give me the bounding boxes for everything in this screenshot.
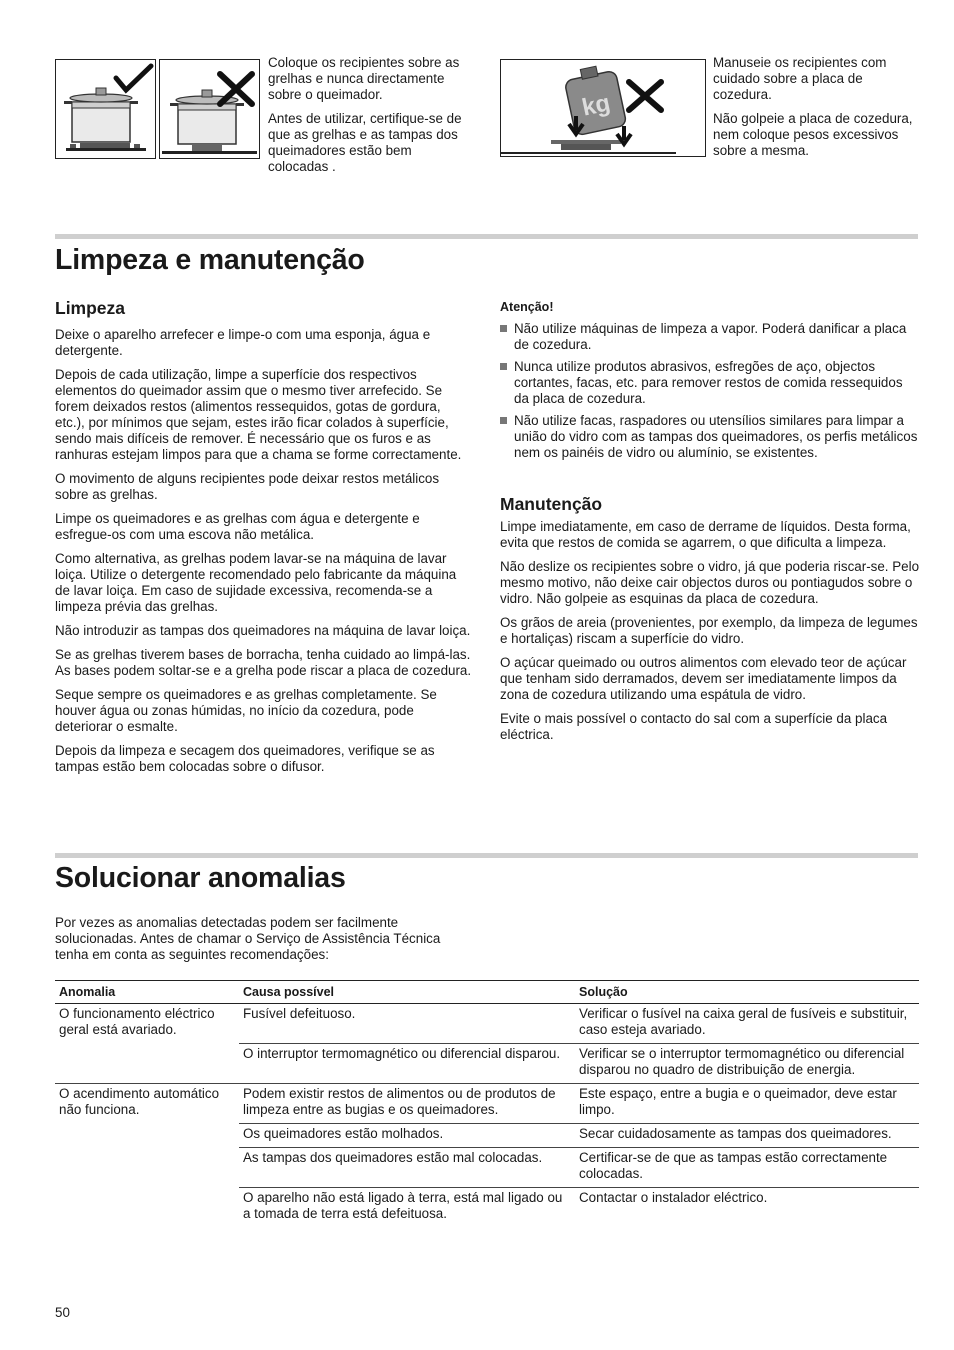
cell-causa: Podem existir restos de alimentos ou de produtos de limpeza entre as bugias e os queimadores. xyxy=(239,1084,575,1124)
atencao-item: Não utilize facas, raspadores ou utensílios similares para limpar a união do vidro com as tampas dos queimadores, os perfis metálicos nem os painéis de vidro ou alumínio, se existentes. xyxy=(500,413,920,461)
cell-anomalia xyxy=(55,1044,239,1084)
limpeza-paragraph: Limpe os queimadores e as grelhas com água e detergente e esfregue-os com uma escova não metálica. xyxy=(55,511,420,542)
cell-causa: O interruptor termomagnético ou diferencial disparou. xyxy=(239,1044,575,1084)
section-divider-1 xyxy=(55,234,918,239)
pot-wrong-icon xyxy=(160,60,259,158)
limpeza-paragraph: Se as grelhas tiverem bases de borracha, tenha cuidado ao limpá-las. As bases podem soltar-se e a grelha pode riscar a placa de cozedura. xyxy=(55,647,472,678)
table-row xyxy=(55,1124,919,1148)
cell-anomalia xyxy=(55,1124,239,1148)
section-title-solucionar-anomalias: Solucionar anomalias xyxy=(55,862,346,894)
limpeza-paragraph: Depois da limpeza e secagem dos queimadores, verifique se as tampas estão bem colocadas sobre o difusor. xyxy=(55,743,435,774)
limpeza-heading: Limpeza xyxy=(55,298,126,318)
limpeza-text xyxy=(55,327,473,783)
top-left-text-2: Antes de utilizar, certifique-se de que as grelhas e as tampas dos queimadores estão bem colocadas . xyxy=(268,111,462,174)
bullet-square-icon xyxy=(500,325,507,332)
anomalias-intro: Por vezes as anomalias detectadas podem ser facilmente solucionadas. Antes de chamar o Serviço de Assistência Técnica tenha em conta as seguintes recomendações: xyxy=(55,915,441,962)
cell-solucao: Verificar o fusível na caixa geral de fusíveis e substituir, caso esteja avariado. xyxy=(579,1006,908,1037)
limpeza-paragraph: Como alternativa, as grelhas podem lavar-se na máquina de lavar loiça. Utilize o detergente recomendado pelo fabricante da máquina de lavar loiça. Em caso de sujidade excessiva, recomenda-se a limpeza prévia das grelhas. xyxy=(55,551,457,614)
limpeza-paragraph: Depois de cada utilização, limpe a superfície dos respectivos elementos do queimador assim que o mesmo tiver arrefecido. Se forem deixados restos (alimentos ressequidos, gotas de gordura, etc.), por mínimos que sejam, estes irão ficar colados à superfície, sendo mais difíceis de remover. É necessário que os furos e as ranhuras estejam limpos para que a chama se forme correctamente. xyxy=(55,367,462,462)
manutencao-paragraph: Limpe imediatamente, em caso de derrame de líquidos. Desta forma, evita que restos de comida se agarrem, o que dificulta a limpeza. xyxy=(500,519,911,550)
limpeza-paragraph: O movimento de alguns recipientes pode deixar restos metálicos sobre as grelhas. xyxy=(55,471,440,502)
cell-solucao: Contactar o instalador eléctrico. xyxy=(575,1188,919,1228)
header-solucao: Solução xyxy=(575,981,919,1004)
atencao-item: Não utilize máquinas de limpeza a vapor. Poderá danificar a placa de cozedura. xyxy=(500,321,920,353)
table-header-row xyxy=(55,981,919,1004)
limpeza-paragraph: Seque sempre os queimadores e as grelhas completamente. Se houver água ou zonas húmidas, no início da cozedura, pode deteriorar o esmalte. xyxy=(55,687,437,734)
cell-causa: O aparelho não está ligado à terra, está mal ligado ou a tomada de terra está defeituosa. xyxy=(239,1188,575,1228)
table-row xyxy=(55,1084,919,1124)
top-right-text-1: Manuseie os recipientes com cuidado sobre a placa de cozedura. xyxy=(713,55,887,102)
top-right-text-2: Não golpeie a placa de cozedura, nem coloque pesos excessivos sobre a mesma. xyxy=(713,111,913,158)
kg-weight-wrong-icon xyxy=(501,60,705,156)
header-causa: Causa possível xyxy=(239,981,575,1004)
atencao-title: Atenção! xyxy=(500,300,554,314)
table-row xyxy=(55,1004,919,1044)
pot-correct-icon xyxy=(56,60,155,158)
cell-solucao: Este espaço, entre a bugia e o queimador, deve estar limpo. xyxy=(575,1084,919,1124)
weight-on-hob-wrong-figure xyxy=(500,59,706,157)
pot-on-burner-wrong-figure xyxy=(159,59,260,159)
atencao-list xyxy=(500,321,920,461)
top-left-text-1: Coloque os recipientes sobre as grelhas e nunca directamente sobre o queimador. xyxy=(268,55,460,102)
manutencao-paragraph: Evite o mais possível o contacto do sal com a superfície da placa eléctrica. xyxy=(500,711,888,742)
pot-on-grate-correct-figure xyxy=(55,59,156,159)
cell-solucao: Verificar se o interruptor termomagnético ou diferencial disparou no quadro de distribuição de energia. xyxy=(575,1044,919,1084)
table-row xyxy=(55,1148,919,1188)
cell-causa: Os queimadores estão molhados. xyxy=(239,1124,575,1148)
troubleshooting-table xyxy=(55,980,919,1227)
header-anomalia: Anomalia xyxy=(55,981,239,1004)
section-divider-2 xyxy=(55,853,918,858)
cell-solucao: Secar cuidadosamente as tampas dos queimadores. xyxy=(575,1124,919,1148)
section-title-limpeza-manutencao: Limpeza e manutenção xyxy=(55,244,365,276)
cell-anomalia: O funcionamento eléctrico geral está avariado. xyxy=(59,1006,215,1037)
bullet-square-icon xyxy=(500,363,507,370)
atencao-box xyxy=(500,299,920,467)
cell-causa: As tampas dos queimadores estão mal colocadas. xyxy=(239,1148,575,1188)
cell-solucao: Certificar-se de que as tampas estão correctamente colocadas. xyxy=(575,1148,919,1188)
cell-anomalia xyxy=(55,1148,239,1188)
manutencao-heading: Manutenção xyxy=(500,494,603,514)
top-left-instructions xyxy=(268,55,473,183)
manutencao-paragraph: O açúcar queimado ou outros alimentos com elevado teor de açúcar que tenham sido derramados, devem ser imediatamente limpos da zona de cozedura utilizando uma espátula de vidro. xyxy=(500,655,907,702)
manutencao-paragraph: Os grãos de areia (provenientes, por exemplo, da limpeza de legumes e hortaliças) riscam a superfície do vidro. xyxy=(500,615,918,646)
manutencao-text xyxy=(500,519,920,751)
limpeza-paragraph: Deixe o aparelho arrefecer e limpe-o com uma esponja, água e detergente. xyxy=(55,327,431,358)
bullet-square-icon xyxy=(500,417,507,424)
cell-anomalia xyxy=(55,1188,239,1228)
manutencao-paragraph: Não deslize os recipientes sobre o vidro, já que poderia riscar-se. Pelo mesmo motivo, não deixe cair objectos duros ou pontiagudos sobre o vidro. Não golpeie as esquinas da placa de cozedura. xyxy=(500,559,920,606)
atencao-item: Nunca utilize produtos abrasivos, esfregões de aço, objectos cortantes, facas, etc. para remover restos de comida ressequidos da placa de cozedura. xyxy=(500,359,920,407)
table-row xyxy=(55,1188,919,1228)
page-number: 50 xyxy=(55,1305,70,1320)
top-right-instructions xyxy=(713,55,923,167)
cell-anomalia: O acendimento automático não funciona. xyxy=(55,1084,239,1124)
kg-label: kg xyxy=(579,89,613,122)
limpeza-paragraph: Não introduzir as tampas dos queimadores na máquina de lavar loiça. xyxy=(55,623,471,638)
table-row xyxy=(55,1044,919,1084)
cell-causa: Fusível defeituoso. xyxy=(243,1006,356,1021)
